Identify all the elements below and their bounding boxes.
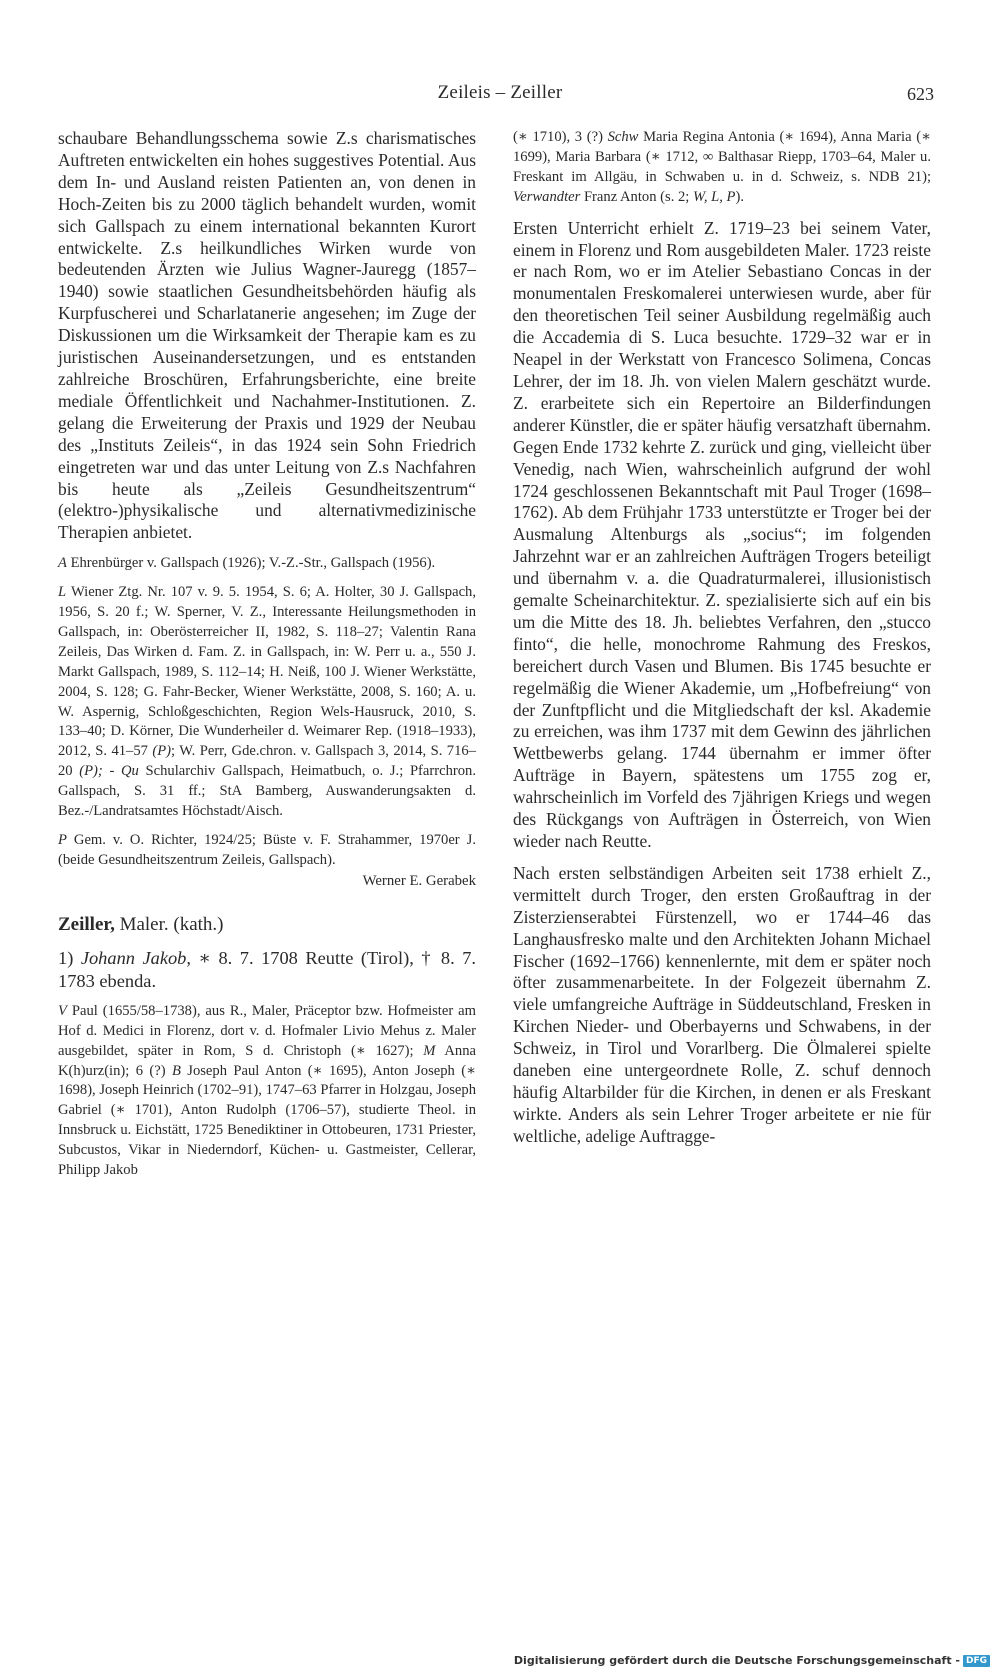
awards-label: A — [58, 555, 67, 572]
literature-text: ; W. Perr, Gde.chron. v. Gallspach 3, 2014, S. 716–20 — [58, 743, 476, 780]
subentry-number: 1) — [58, 947, 81, 968]
brothers-label: B — [171, 1062, 181, 1079]
subentry-heading — [58, 947, 476, 993]
literature-portrait-ref: (P) — [152, 743, 171, 760]
body-paragraph: Nach ersten selbständigen Arbeiten seit 1738 erhielt Z., vermittelt durch Troger, den ersten Großauftrag in der Zisterzienserabtei Fürstenzell, wo er 1744–46 das Langhausfresko malte und den Architekten Johann Michael Fischer (1692–1766) kennenlernte, mit dem er später noch öfter zusammenarbeitete. In der Folgezeit übernahm Z. viele umfangreiche Aufträge in Süddeutschland, Fresken in Kirchen Nieder- und Oberbayerns und Schwabens, in der Schweiz, in Tirol und Vorarlberg. Die Ölmalerei spielte daneben eine untergeordnete Rolle, Z. schuf dennoch häufig Altarbilder für die Kirchen, in denen er als Freskant wirkte. Anders als sein Lehrer Troger arbeitete er nie für weltliche, adelige Auftragge- — [513, 862, 931, 1146]
subentry-name: Johann Jakob, — [80, 947, 191, 968]
subentry-dates: ∗ 8. 7. 1708 Reutte (Tirol), † 8. 7. 1783 ebenda. — [58, 947, 476, 991]
portraits-paragraph — [58, 831, 476, 871]
literature-sources-label: (P); - Qu — [79, 763, 139, 780]
entry-description: Maler. (kath.) — [114, 913, 224, 935]
awards-paragraph — [58, 554, 476, 574]
author-signature: Werner E. Gerabek — [362, 872, 476, 889]
relative-label: Verwandter — [513, 188, 581, 205]
cross-references: W, L, P — [693, 188, 736, 205]
awards-text: Ehrenbürger v. Gallspach (1926); V.-Z.-Str., Gallspach (1956). — [66, 555, 436, 572]
running-title: Zeileis – Zeiller — [437, 82, 563, 103]
entry-heading — [58, 913, 476, 937]
literature-text: Wiener Ztg. Nr. 107 v. 9. 5. 1954, S. 6; A. Holter, 30 J. Gallspach, 1956, S. 20 f.; W. Sperner, V. Z., Interessante Heilungsmethoden in Gallspach, in: Oberösterreicher II, 1982, S. 118–27; Valentin Rana Zeileis, Das Wirken d. Fam. Z. in Gallspach, in: W. Perr u. a., 550 J. Markt Gallspach, 1989, S. 112–14; H. Neiß, 100 J. Wiener Werkstätte, 2004, S. 128; G. Fahr-Becker, Wiener Werkstätte, 2008, S. 160; A. u. W. Aspernig, Schloßgeschichten, Region Wels-Hausruck, 2010, S. 133–40; D. Körner, Die Wunderheiler d. Weimarer Rep. (1918–1933), 2012, S. 41–57 — [58, 584, 476, 760]
body-paragraph: Ersten Unterricht erhielt Z. 1719–23 bei seinem Vater, einem in Florenz und Rom ausgebildeten Maler. 1723 reiste er nach Rom, wo er im Atelier Sebastiano Concas in der monumentalen Freskomalerei unterwiesen wurde, aber für den theoretischen Teil seiner Ausbildung regelmäßig auch die Accademia di S. Luca besuchte. 1729–32 war er in Neapel in der Werkstatt von Francesco Solimena, Concas Lehrer, der im 18. Jh. von vielen Malern geschätzt wurde. Z. erarbeitete sich ein Repertoire an Bilderfindungen anderer Künstler, die er später häufig versatzhaft übernahm. Gegen Ende 1732 kehrte Z. zurück und ging, vielleicht über Venedig, nach Wien, wahrscheinlich aufgrund der wohl 1724 geschlossenen Bekanntschaft mit Paul Troger (1698–1762). Ab dem Frühjahr 1733 unterstützte er Troger bei der Ausmalung Altenburgs als „socius“; im folgenden Jahrzehnt war er an zahlreichen Aufträgen Trogers beteiligt und übernahm v. a. die Quadraturmalerei, illusionistisch gemalte Scheinarchitektur. Z. spezialisierte sich auf ein bis um die Mitte des 18. Jh. beliebtes Verfahren, den „stucco finto“, die helle, monochrome Rahmung des Freskos, bereichert durch Vasen und Blumen. Bis 1745 besuchte er regelmäßig die Wiener Akademie, um „Hofbefreiung“ von der Zunftpflicht und die Mitgliedschaft der ksl. Akademie zu erreichen, was ihm 1737 mit dem Gewinn des jährlichen Wettbewerbs gelang. 1744 übernahm er immer öfter Aufträge in Bayern, spätestens um 1755 zog er, wahrscheinlich im Vorfeld des 7jährigen Kriegs und wegen des Rückgangs von Aufträgen in Österreich, von Wien wieder nach Reutte. — [513, 217, 931, 851]
digitization-credit — [514, 1654, 990, 1667]
genealogy-text: Maria Regina Antonia (∗ 1694), Anna Maria (∗ 1699), Maria Barbara (∗ 1712, ∞ Balthasar Riepp, 1703–64, Maler u. Freskant im Allgäu, in Schwaben u. in d. Schweiz, s. NDB 21); — [513, 129, 931, 185]
entry-name: Zeiller, — [58, 913, 115, 935]
literature-text: Schularchiv Gallspach, Heimatbuch, o. J.; Pfarrchron. Gallspach, S. 31 ff.; StA Bamberg, Auswanderungsakten d. Bez.-/Landratsamtes Höchstadt/Aisch. — [58, 763, 476, 820]
dfg-logo-icon: DFG — [963, 1655, 990, 1667]
credit-text: Digitalisierung gefördert durch die Deutsche Forschungsgemeinschaft - — [513, 1654, 960, 1667]
genealogy-text: ). — [735, 188, 744, 205]
genealogy-continuation — [513, 128, 931, 208]
genealogy-text: Anna K(h)urz(in); 6 (?) — [58, 1042, 476, 1079]
portraits-label: P — [58, 832, 67, 848]
father-label: V — [58, 1002, 67, 1019]
page-number: 623 — [907, 84, 934, 104]
right-column — [513, 128, 931, 1148]
genealogy-text: Paul (1655/58–1738), aus R., Maler, Präceptor bzw. Hofmeister am Hof d. Medici in Florenz, dort v. d. Hofmaler Livio Mehus z. Maler ausgebildet, später in Rom, S d. Christoph (∗ 1627); — [58, 1002, 476, 1059]
literature-paragraph — [58, 583, 476, 822]
mother-label: M — [423, 1042, 436, 1059]
genealogy-text: Franz Anton (s. 2; — [580, 188, 693, 205]
genealogy-text: (∗ 1710), 3 (?) — [513, 129, 608, 145]
portraits-text: Gem. v. O. Richter, 1924/25; Büste v. F. Strahammer, 1970er J. (beide Gesundheitszentrum Zeileis, Gallspach). — [58, 832, 476, 868]
genealogy-text: Joseph Paul Anton (∗ 1695), Anton Joseph (∗ 1698), Joseph Heinrich (1702–91), 1747–63 Pfarrer in Holzgau, Joseph Gabriel (∗ 1701), Anton Rudolph (1706–57), studierte Theol. in Innsbruck u. Eichstätt, 1725 Benediktiner in Ottobeuren, 1731 Priester, Subcustos, Vikar in Niederndorf, Küchen- u. Gastmeister, Cellerar, Philipp Jakob — [58, 1062, 476, 1179]
literature-label: L — [58, 584, 67, 601]
sisters-label: Schw — [607, 129, 639, 145]
left-column — [58, 128, 476, 1181]
body-paragraph: schaubare Behandlungsschema sowie Z.s charismatisches Auftreten entwickelten ein hohes suggestives Potential. Aus dem In- und Ausland reisten Patienten an, von denen in Hoch-Zeiten bis zu 2000 täglich behandelt wurden, womit sich Gallspach zu einem international bekannten Kurort entwickelte. Z.s heilkundliches Wirken wurde von bedeutenden Ärzten wie Julius Wagner-Jauregg (1857–1940) sowie staatlichen Gesundheitsbehörden häufig als Kurpfuscherei und Scharlatanerie angesehen; im Zuge der Diskussionen um die Wirksamkeit der Therapie kam es zu juristischen Auseinandersetzungen, und es entstanden zahlreiche Broschüren, Erfahrungsberichte, eine breite mediale Öffentlichkeit und Nachahmer-Institutionen. Z. gelang die Erweiterung der Praxis und 1929 der Neubau des „Instituts Zeileis“, in das 1924 sein Sohn Friedrich eingetreten war und das unter Leitung von Z.s Nachfahren bis heute als „Zeileis Gesundheitszentrum“ (elektro-)physikalische und alternativmedizinische Therapien anbietet. — [58, 128, 476, 543]
genealogy-paragraph — [58, 1002, 476, 1181]
